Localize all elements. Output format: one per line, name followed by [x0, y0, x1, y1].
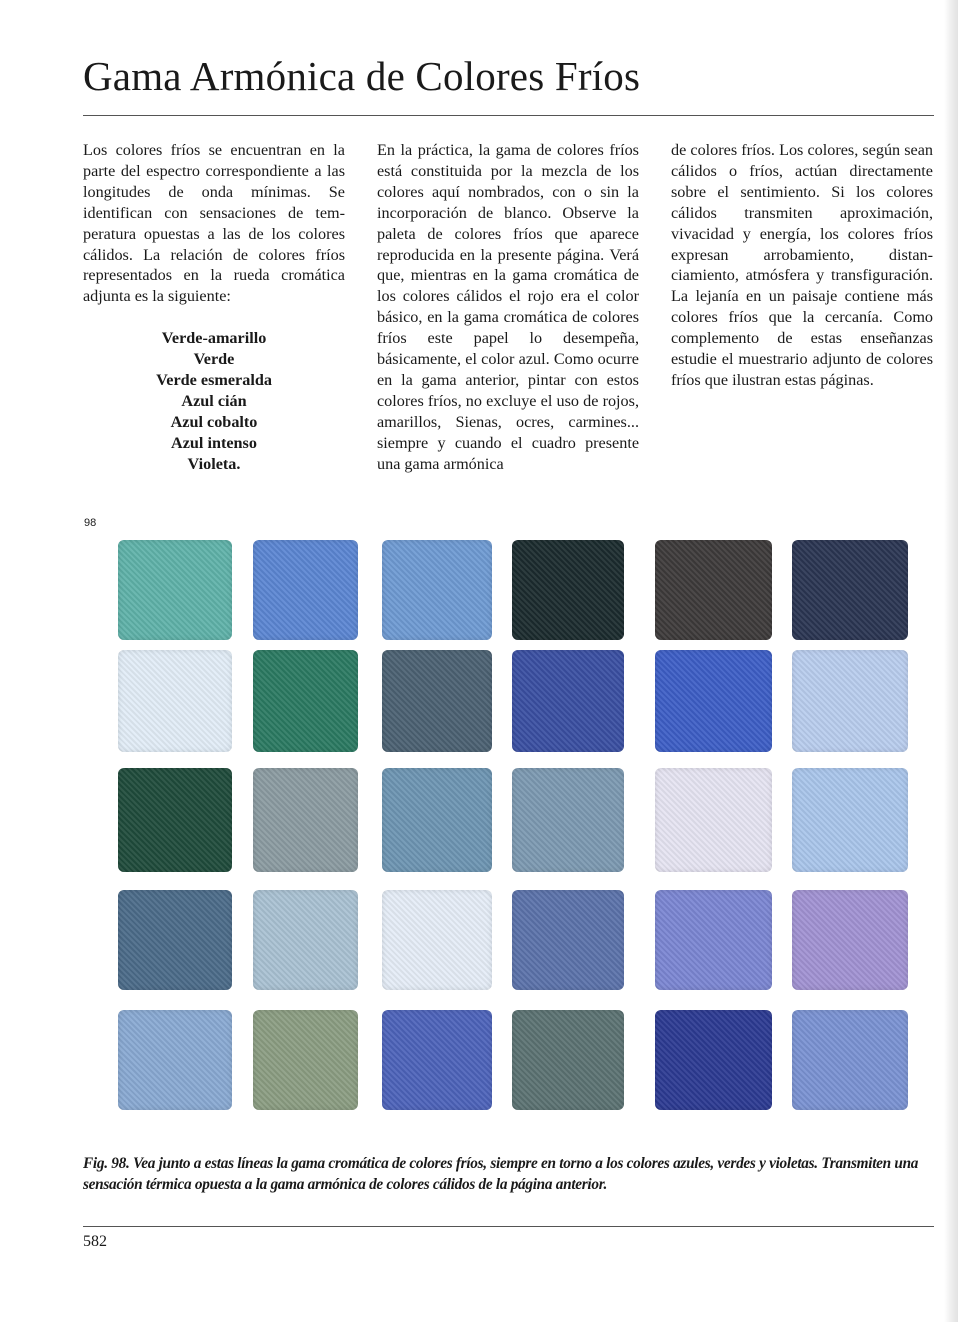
- color-swatch: [253, 540, 358, 640]
- color-swatch: [382, 540, 492, 640]
- color-list-item: Azul cobalto: [170, 412, 258, 431]
- column-1-paragraph: Los colores fríos se encuentran en la parte del espectro correspondiente a las longitudes de onda mínimas. Se identifican con sensaciones de temperatura opuestas a las de los colores cálidos. La relación de colores fríos representados en la rueda cromática adjunta es la siguiente:: [83, 141, 345, 306]
- color-swatch: [382, 768, 492, 872]
- color-list-item: Verde-amarillo: [161, 329, 267, 348]
- color-swatch: [792, 540, 908, 640]
- column-3-paragraph: de colores fríos. Los colores, según sean cálidos o fríos, actúan directamente sobre el sentimiento. Si los colores cálidos transmiten aproximación, vivacidad y energía, los colores fríos expresan arrobamiento, distanciamiento, atmósfera y transfiguración. La lejanía en un paisaje contiene más colores fríos que la cercanía. Como complemento de estas enseñanzas estudie el muestrario adjunto de colores fríos que ilustran estas páginas.: [671, 141, 933, 389]
- figure-number-label: 98: [84, 517, 97, 529]
- color-swatch: [512, 768, 624, 872]
- color-swatch: [118, 650, 232, 752]
- page-title: Gama Armónica de Colores Fríos: [83, 53, 641, 99]
- color-swatch: [253, 650, 358, 752]
- title-rule: [83, 115, 934, 116]
- footer-rule: [83, 1226, 934, 1227]
- color-swatch: [792, 650, 908, 752]
- color-list-item: Violeta.: [187, 454, 241, 473]
- color-swatch: [792, 1010, 908, 1110]
- color-swatch: [512, 890, 624, 990]
- text-column-2: [377, 140, 639, 475]
- color-list-item: Azul cián: [181, 391, 247, 410]
- page-edge-shadow: [944, 0, 958, 1322]
- color-swatch: [655, 1010, 772, 1110]
- color-swatch: [655, 540, 772, 640]
- figure-caption: Fig. 98. Vea junto a estas líneas la gama cromática de colores fríos, siempre en torno a los colores azules, verdes y violetas. Transmiten una sensación térmica opuesta a la gama armónica de colores cálidos de la página anterior.: [83, 1155, 919, 1193]
- color-swatch: [655, 650, 772, 752]
- color-swatch: [253, 890, 358, 990]
- color-swatch: [253, 1010, 358, 1110]
- color-swatch: [655, 768, 772, 872]
- color-swatch: [118, 1010, 232, 1110]
- color-swatch: [253, 768, 358, 872]
- color-swatch: [382, 650, 492, 752]
- color-swatch: [512, 650, 624, 752]
- color-swatch: [118, 540, 232, 640]
- text-column-1: [83, 140, 345, 475]
- color-swatch: [382, 890, 492, 990]
- color-swatch: [512, 1010, 624, 1110]
- cold-color-list: [83, 328, 345, 474]
- column-2-paragraph: En la práctica, la gama de colores fríos está constituida por la mezcla de los colores aquí nombrados, con o sin la incorporación de blanco. Observe la paleta de colores fríos que aparece reproducida en la presente página. Verá que, mientras en la gama cromática de los colores cálidos el rojo era el color básico, en la gama cromática de colores fríos este papel lo desempeña, básicamente, el color azul. Como ocurre en la gama anterior, pintar con estos colores fríos, no excluye el uso de rojos, amarillos, Sienas, ocres, carmines... siempre y cuando el cuadro presente una gama armónica: [377, 141, 639, 473]
- color-list-item: Azul intenso: [171, 433, 257, 452]
- color-swatch: [792, 890, 908, 990]
- color-swatch: [792, 768, 908, 872]
- color-swatch: [118, 890, 232, 990]
- color-list-item: Verde esmeralda: [156, 371, 272, 390]
- color-swatch: [118, 768, 232, 872]
- text-column-3: [671, 140, 933, 391]
- color-swatch: [655, 890, 772, 990]
- color-list-item: Verde: [193, 350, 235, 369]
- page-number: 582: [83, 1233, 107, 1250]
- color-swatch: [512, 540, 624, 640]
- color-swatch: [382, 1010, 492, 1110]
